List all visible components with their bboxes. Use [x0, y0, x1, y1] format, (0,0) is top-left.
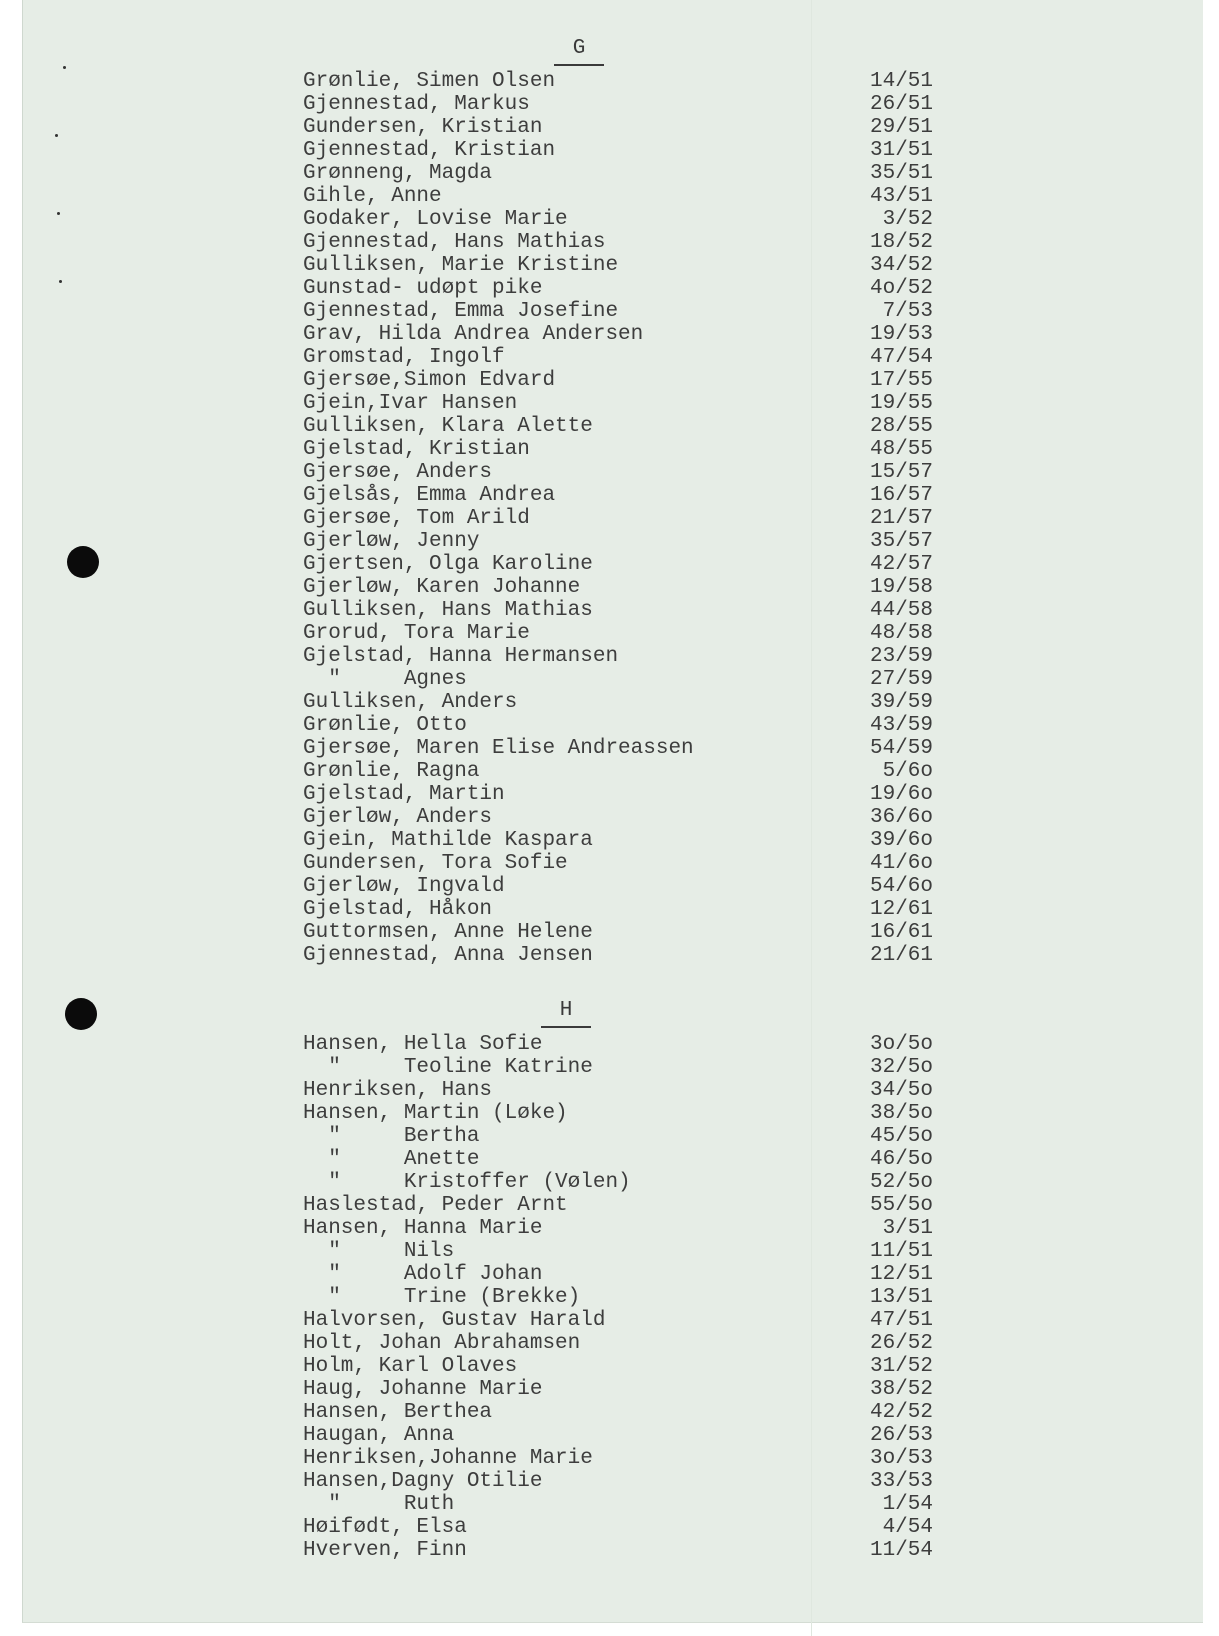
entry-name: Gjelstad, Hanna Hermansen [303, 645, 619, 668]
index-entry [303, 415, 933, 438]
index-entry [303, 1263, 933, 1286]
entry-reference: 45/5o [869, 1125, 933, 1148]
entry-name: Grav, Hilda Andrea Andersen [303, 323, 644, 346]
entry-reference: 21/61 [869, 944, 933, 967]
entry-reference: 54/6o [869, 875, 933, 898]
index-entry [303, 1355, 933, 1378]
entry-name: Gromstad, Ingolf [303, 346, 505, 369]
index-entry [303, 576, 933, 599]
punch-hole-icon [67, 546, 99, 578]
entry-name: " Trine (Brekke) [303, 1286, 581, 1309]
entry-name: Grønneng, Magda [303, 162, 493, 185]
entry-name: Gjersøe, Maren Elise Andreassen [303, 737, 694, 760]
index-list-g [303, 70, 933, 967]
index-entry [303, 806, 933, 829]
entry-reference: 19/55 [869, 392, 933, 415]
index-entry [303, 208, 933, 231]
entry-name: Gjennestad, Kristian [303, 139, 556, 162]
entry-name: " Anette [303, 1148, 480, 1171]
entry-name: " Teoline Katrine [303, 1056, 593, 1079]
index-entry [303, 553, 933, 576]
entry-reference: 3/51 [882, 1217, 933, 1240]
entry-reference: 38/5o [869, 1102, 933, 1125]
entry-reference: 34/52 [869, 254, 933, 277]
entry-name: Gulliksen, Klara Alette [303, 415, 593, 438]
index-entry [303, 1102, 933, 1125]
index-entry [303, 1539, 933, 1562]
section-letter: H [559, 999, 573, 1022]
entry-name: Gjelstad, Kristian [303, 438, 530, 461]
entry-reference: 21/57 [869, 507, 933, 530]
index-entry [303, 737, 933, 760]
entry-name: Guttormsen, Anne Helene [303, 921, 593, 944]
index-entry [303, 1332, 933, 1355]
entry-name: Godaker, Lovise Marie [303, 208, 568, 231]
entry-reference: 7/53 [882, 300, 933, 323]
entry-name: Henriksen, Hans [303, 1079, 493, 1102]
entry-name: Gjennestad, Hans Mathias [303, 231, 606, 254]
entry-name: Gjein,Ivar Hansen [303, 392, 518, 415]
index-entry [303, 1056, 933, 1079]
entry-name: Grønlie, Ragna [303, 760, 480, 783]
index-list-h [303, 1033, 933, 1562]
entry-reference: 29/51 [869, 116, 933, 139]
entry-reference: 47/51 [869, 1309, 933, 1332]
index-entry [303, 1401, 933, 1424]
ink-speck [57, 212, 60, 215]
entry-name: Haslestad, Peder Arnt [303, 1194, 568, 1217]
entry-name: Gunstad- udøpt pike [303, 277, 543, 300]
index-entry [303, 783, 933, 806]
entry-name: Gjertsen, Olga Karoline [303, 553, 593, 576]
entry-reference: 26/53 [869, 1424, 933, 1447]
entry-reference: 35/57 [869, 530, 933, 553]
entry-reference: 14/51 [869, 70, 933, 93]
entry-name: Gjersøe,Simon Edvard [303, 369, 556, 392]
entry-name: Grorud, Tora Marie [303, 622, 530, 645]
entry-name: Henriksen,Johanne Marie [303, 1447, 593, 1470]
entry-name: Høifødt, Elsa [303, 1516, 467, 1539]
entry-reference: 1/54 [882, 1493, 933, 1516]
index-entry [303, 1148, 933, 1171]
entry-reference: 27/59 [869, 668, 933, 691]
entry-reference: 42/52 [869, 1401, 933, 1424]
entry-reference: 13/51 [869, 1286, 933, 1309]
entry-reference: 47/54 [869, 346, 933, 369]
entry-name: Gjerløw, Jenny [303, 530, 480, 553]
index-entry [303, 1286, 933, 1309]
entry-name: " Adolf Johan [303, 1263, 543, 1286]
index-entry [303, 645, 933, 668]
entry-reference: 41/6o [869, 852, 933, 875]
entry-name: Haugan, Anna [303, 1424, 455, 1447]
index-entry [303, 760, 933, 783]
entry-reference: 17/55 [869, 369, 933, 392]
entry-reference: 46/5o [869, 1148, 933, 1171]
entry-reference: 12/61 [869, 898, 933, 921]
entry-name: Holm, Karl Olaves [303, 1355, 518, 1378]
entry-reference: 31/52 [869, 1355, 933, 1378]
entry-name: Haug, Johanne Marie [303, 1378, 543, 1401]
index-entry [303, 852, 933, 875]
entry-name: Gjennestad, Emma Josefine [303, 300, 619, 323]
index-entry [303, 1470, 933, 1493]
index-entry [303, 323, 933, 346]
index-entry [303, 507, 933, 530]
entry-reference: 34/5o [869, 1079, 933, 1102]
entry-name: Gjelsås, Emma Andrea [303, 484, 556, 507]
index-entry [303, 714, 933, 737]
index-entry [303, 70, 933, 93]
index-entry [303, 668, 933, 691]
entry-name: Gundersen, Kristian [303, 116, 543, 139]
punch-hole-icon [65, 998, 97, 1030]
entry-reference: 55/5o [869, 1194, 933, 1217]
heading-underline [541, 1026, 591, 1028]
document-page [22, 0, 1203, 1623]
ink-speck [55, 134, 58, 137]
index-entry [303, 93, 933, 116]
entry-reference: 16/61 [869, 921, 933, 944]
index-entry [303, 1079, 933, 1102]
index-entry [303, 461, 933, 484]
index-entry [303, 1447, 933, 1470]
index-entry [303, 829, 933, 852]
index-entry [303, 622, 933, 645]
index-entry [303, 1378, 933, 1401]
entry-name: Hansen, Berthea [303, 1401, 493, 1424]
entry-reference: 23/59 [869, 645, 933, 668]
index-entry [303, 231, 933, 254]
index-entry [303, 1171, 933, 1194]
entry-name: " Ruth [303, 1493, 455, 1516]
entry-name: " Agnes [303, 668, 467, 691]
entry-reference: 18/52 [869, 231, 933, 254]
index-entry [303, 530, 933, 553]
index-entry [303, 898, 933, 921]
entry-name: Gjennestad, Anna Jensen [303, 944, 593, 967]
entry-reference: 4o/52 [869, 277, 933, 300]
entry-reference: 32/5o [869, 1056, 933, 1079]
entry-name: Hansen, Hella Sofie [303, 1033, 543, 1056]
entry-reference: 43/51 [869, 185, 933, 208]
index-entry [303, 944, 933, 967]
index-entry [303, 1217, 933, 1240]
index-entry [303, 392, 933, 415]
index-entry [303, 1493, 933, 1516]
entry-name: Gjelstad, Martin [303, 783, 505, 806]
index-entry [303, 185, 933, 208]
index-entry [303, 162, 933, 185]
index-entry [303, 921, 933, 944]
entry-name: Grønlie, Simen Olsen [303, 70, 556, 93]
index-entry [303, 1125, 933, 1148]
entry-reference: 42/57 [869, 553, 933, 576]
entry-name: Gjersøe, Tom Arild [303, 507, 530, 530]
section-heading-h [541, 998, 591, 1024]
entry-reference: 3o/53 [869, 1447, 933, 1470]
entry-reference: 31/51 [869, 139, 933, 162]
entry-reference: 15/57 [869, 461, 933, 484]
index-entry [303, 116, 933, 139]
heading-underline [554, 64, 604, 66]
entry-name: Grønlie, Otto [303, 714, 467, 737]
entry-name: " Kristoffer (Vølen) [303, 1171, 631, 1194]
entry-reference: 52/5o [869, 1171, 933, 1194]
index-entry [303, 1033, 933, 1056]
index-entry [303, 875, 933, 898]
entry-reference: 11/54 [869, 1539, 933, 1562]
entry-name: Holt, Johan Abrahamsen [303, 1332, 581, 1355]
entry-name: Halvorsen, Gustav Harald [303, 1309, 606, 1332]
entry-reference: 36/6o [869, 806, 933, 829]
index-entry [303, 1194, 933, 1217]
entry-reference: 54/59 [869, 737, 933, 760]
entry-name: Gjein, Mathilde Kaspara [303, 829, 593, 852]
entry-name: Gjelstad, Håkon [303, 898, 493, 921]
index-entry [303, 346, 933, 369]
entry-name: " Bertha [303, 1125, 480, 1148]
entry-reference: 44/58 [869, 599, 933, 622]
entry-name: Hverven, Finn [303, 1539, 467, 1562]
entry-reference: 3/52 [882, 208, 933, 231]
entry-reference: 48/58 [869, 622, 933, 645]
ink-speck [59, 280, 62, 283]
index-entry [303, 1240, 933, 1263]
entry-name: Hansen,Dagny Otilie [303, 1470, 543, 1493]
index-entry [303, 139, 933, 162]
entry-name: Gundersen, Tora Sofie [303, 852, 568, 875]
index-entry [303, 484, 933, 507]
entry-reference: 39/59 [869, 691, 933, 714]
entry-reference: 19/53 [869, 323, 933, 346]
entry-reference: 35/51 [869, 162, 933, 185]
entry-name: Gjersøe, Anders [303, 461, 493, 484]
entry-name: Gulliksen, Marie Kristine [303, 254, 619, 277]
entry-reference: 4/54 [882, 1516, 933, 1539]
entry-name: Gulliksen, Anders [303, 691, 518, 714]
index-entry [303, 300, 933, 323]
entry-name: Hansen, Martin (Løke) [303, 1102, 568, 1125]
entry-name: Gjerløw, Karen Johanne [303, 576, 581, 599]
index-entry [303, 1516, 933, 1539]
entry-name: Gihle, Anne [303, 185, 442, 208]
entry-reference: 28/55 [869, 415, 933, 438]
entry-reference: 26/52 [869, 1332, 933, 1355]
index-entry [303, 254, 933, 277]
entry-reference: 19/58 [869, 576, 933, 599]
entry-reference: 48/55 [869, 438, 933, 461]
entry-reference: 26/51 [869, 93, 933, 116]
entry-reference: 3o/5o [869, 1033, 933, 1056]
entry-reference: 16/57 [869, 484, 933, 507]
entry-reference: 38/52 [869, 1378, 933, 1401]
ink-speck [63, 66, 66, 69]
index-entry [303, 599, 933, 622]
entry-reference: 33/53 [869, 1470, 933, 1493]
entry-name: Gulliksen, Hans Mathias [303, 599, 593, 622]
entry-reference: 11/51 [869, 1240, 933, 1263]
entry-reference: 5/6o [882, 760, 933, 783]
index-entry [303, 369, 933, 392]
index-entry [303, 1424, 933, 1447]
index-entry [303, 691, 933, 714]
entry-name: Gjerløw, Ingvald [303, 875, 505, 898]
entry-reference: 19/6o [869, 783, 933, 806]
section-heading-g [554, 36, 604, 62]
entry-name: Hansen, Hanna Marie [303, 1217, 543, 1240]
index-entry [303, 277, 933, 300]
entry-reference: 43/59 [869, 714, 933, 737]
index-entry [303, 438, 933, 461]
entry-name: Gjennestad, Markus [303, 93, 530, 116]
entry-name: " Nils [303, 1240, 455, 1263]
index-entry [303, 1309, 933, 1332]
entry-reference: 39/6o [869, 829, 933, 852]
entry-name: Gjerløw, Anders [303, 806, 493, 829]
section-letter: G [572, 37, 586, 60]
entry-reference: 12/51 [869, 1263, 933, 1286]
